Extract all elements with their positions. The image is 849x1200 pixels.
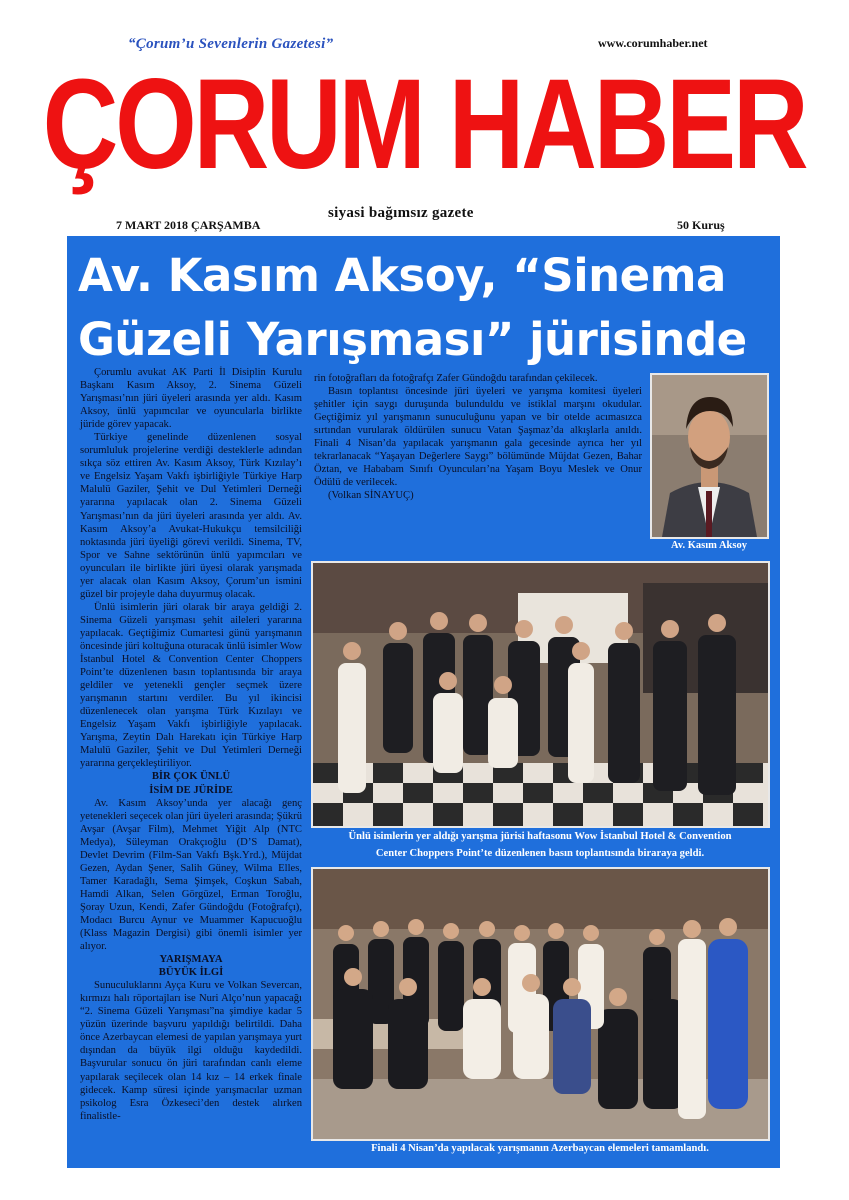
paragraph: Basın toplantısı öncesinde jüri üyeleri ve yarışma komitesi üyeleri şehitler için saygı duruşunda bulunduldu ve istiklal marşını okudular. Geçtiğimiz yıl yarışmanın sunuculuğunu yapan ve bir otelde acımasızca sırtından vurularak öldürülen sunucu Vatan Şaşmaz’da alkışlarla anıldı. Finali 4 Nisan’da yapılacak yarışmanın gala gecesinde ayrıca her yıl tekrarlanacak “Yaşayan Değerlere Saygı” bölümünde Müjdat Gezen, Bahar Öztan, ve Hababam Sınıfı Oyuncuları’na Yaşam Boyu Meslek ve Onur Ödülü de verilecek. <box>314 386 642 489</box>
headline-line-2: Güzeli Yarışması” jürisinde <box>78 313 747 366</box>
paragraph: Türkiye genelinde düzenlenen sosyal sorumluluk projelerine verdiği desteklerle adından sıkça söz ettiren Av. Kasım Aksoy, Türk Kızılay’ı ve Engelsiz Yaşam Vakfı işbirliğiyle Türkiye Harp Malulü Gaziler, Şehit ve Dul Yetimleri Derneği yararına yapılacak olan 2. Sinema Güzeli Yarışması’nın da jüri üyeleri arasında yer aldı. Av. Kasım Aksoy’a Avukat-Hukukçu temsilciliği noktasında jüri üyeliği görevi verildi. Sinema, TV, Spor ve Sahne sektörünün ünlü yapımcıları ve oyuncuları ile birlikte jüri üyesi olarak yarışmada yer alacak olan Kasım Aksoy, Çorum’un ismini güzel bir projeyle daha duyurmuş olacak. <box>80 432 302 600</box>
headline-line-1: Av. Kasım Aksoy, “Sinema <box>78 249 726 302</box>
caption-line-1: Ünlü isimlerin yer aldığı yarışma jürisi haftasonu Wow İstanbul Hotel & Convention <box>348 831 732 842</box>
subheading: İSİM DE JÜRİDE <box>149 784 233 796</box>
paragraph: Ünlü isimlerin jüri olarak bir araya geldiği 2. Sinema Güzeli yarışması şehit aileleri yararına yapılacak. Geçtiğimiz Cumartesi günü yarışmanın öncesinde jüri koltuğuna oturacak ünlü isimler Wow İstanbul Hotel & Convention Center Choppers Point’te düzenlenen basın toplantısında bir araya geldiler ve yetenekli gençler seçmek üzere yarışmanın startını verdiler. Bu yıl ikincisi düzenlenecek olan yarışma Türk Kızılayı ve Engelsiz Yaşam Vakfı işbirliğiyle yapılacak. Yarışma, Zeytin Dalı Harekatı için Türkiye Harp Malulü Gaziler, Şehit ve Dul Yetimleri Derneği yararına gerçekleştiriliyor. <box>80 601 302 770</box>
paragraph: Sunuculuklarını Ayça Kuru ve Volkan Severcan, kırmızı halı röportajları ise Nuri Alço’nun yapacağı “2. Sinema Güzeli Yarışması”na şimdiye kadar 5 yüzün üzerinde başvuru yapıldığı belirtildi. Daha önce Azerbaycan elemesi de yapılan yarışmaya yurt dışından da büyük ilgi olduğu kaydedildi. Başvurular sonucu ön jüri tarafından canlı eleme yapılarak seçilecek olan 14 kız – 14 erkek finale gidecek. Kamp süresi içinde yarışmacılar uzman psikolog Esra Özkeseci’den destek alırken finalistle- <box>80 980 302 1122</box>
newspaper-title: ÇORUM HABER <box>42 53 806 196</box>
subheading: BİR ÇOK ÜNLÜ <box>151 771 231 783</box>
jury-group-photo <box>311 561 770 828</box>
portrait-photo <box>650 373 769 539</box>
portrait-caption: Av. Kasım Aksoy <box>671 540 747 551</box>
issue-price: 50 Kuruş <box>677 218 725 232</box>
subheading: BÜYÜK İLGİ <box>158 967 224 979</box>
paragraph: Av. Kasım Aksoy’unda yer alacağı genç yetenekleri seçecek olan jüri üyeleri arasında; Şükrü Avşar (Avşar Film), Mehmet Yiğit Alp (NTC Medya), Süleyman Orakçıoğlu (D’S Damat), Devlet Devrim (Film-San Vakfı Bşk.Yrd.), Müjdat Gezen, Aydan Şener, Salih Güney, Wilma Elles, Tamer Karadağlı, Sema Şimşek, Coşkun Sabah, Hamdi Alkan, Selen Görgüzel, Erman Toroğlu, Şoray Uzun, Kendi, Zafer Gündoğdu (Fotoğrafçı), Modacı Burcu Aynur ve Muammer Kapucuoğlu (Klass Magazin Dergisi) gibi önemli isimler yer alıyor. <box>80 797 302 953</box>
newspaper-subtitle: siyasi bağımsız gazete <box>328 205 474 221</box>
paragraph: Çorumlu avukat AK Parti İl Disiplin Kurulu Başkanı Kasım Aksoy, 2. Sinema Güzeli Yarışması’nın jüri üyeleri arasında yer aldı. Kasım Aksoy, ünlü yapımcılar ve oyuncularla birlikte jüride görev yapacak. <box>80 367 302 431</box>
byline: (Volkan SİNAYUÇ) <box>328 490 414 502</box>
jury-photo-caption <box>311 828 769 862</box>
website-link[interactable]: www.corumhaber.net <box>598 36 708 50</box>
paragraph: rin fotoğrafları da fotoğrafçı Zafer Gündoğdu tarafından çekilecek. <box>314 373 598 384</box>
article-column-2 <box>314 372 642 502</box>
article-column-1 <box>80 366 302 1123</box>
caption-line-2: Center Choppers Point’te düzenlenen basın toplantısında biraraya geldi. <box>375 848 705 859</box>
issue-date: 7 MART 2018 ÇARŞAMBA <box>116 218 261 232</box>
slogan: “Çorum’u Sevenlerin Gazetesi” <box>128 36 334 52</box>
subheading: YARIŞMAYA <box>159 954 223 966</box>
finalists-group-photo <box>311 867 770 1141</box>
finalists-photo-caption: Finali 4 Nisan’da yapılacak yarışmanın Azerbaycan elemeleri tamamlandı. <box>371 1143 709 1154</box>
article-headline <box>78 244 774 372</box>
